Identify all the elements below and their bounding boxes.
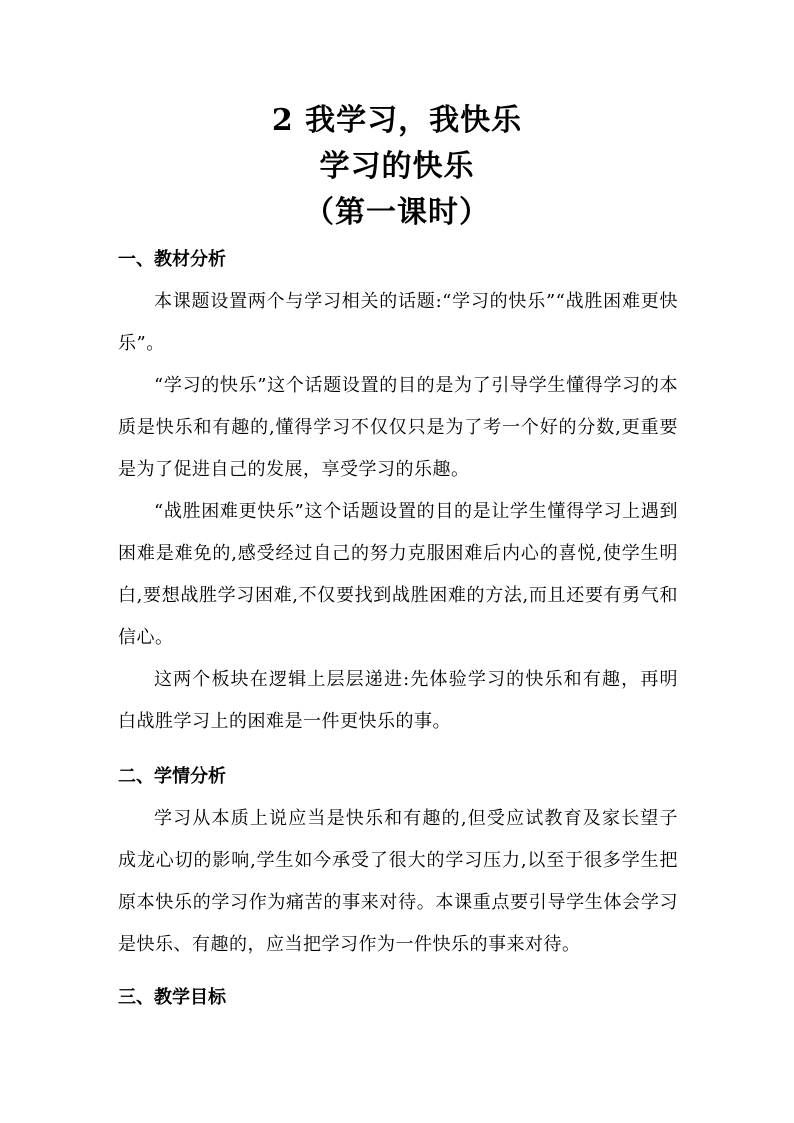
lesson-period: （第一课时） — [304, 195, 490, 230]
paragraph-learning-joy: “学习的快乐”这个话题设置的目的是为了引导学生懂得学习的本质是快乐和有趣的,懂得学习不仅仅只是为了考一个好的分数,更重要是为了促进自己的发展，享受学习的乐趣。 — [118, 375, 678, 480]
section-heading-teaching-goals: 三、教学目标 — [118, 987, 226, 1008]
paragraph-student-situation: 学习从本质上说应当是快乐和有趣的,但受应试教育及家长望子成龙心切的影响,学生如今承受了很大的学习压力,以至于很多学生把原本快乐的学习作为痛苦的事来对待。本课重点要引导学生体会学习是快乐、有趣的，应当把学习作为一件快乐的事来对待。 — [118, 808, 678, 955]
title-block — [0, 98, 794, 236]
section-heading-student-analysis: 二、学情分析 — [118, 766, 226, 787]
lesson-title: 2 我学习，我快乐 — [271, 103, 523, 138]
lesson-subtitle: 学习的快乐 — [319, 149, 475, 184]
paragraph-overcome-difficulty: “战胜困难更快乐”这个话题设置的目的是让学生懂得学习上遇到困难是难免的,感受经过自己的努力克服困难后内心的喜悦,使学生明白,要想战胜学习困难,不仅要找到战胜困难的方法,而且还要有勇气和信心。 — [118, 501, 678, 648]
paragraph-topics: 本课题设置两个与学习相关的话题:“学习的快乐”“战胜困难更快乐”。 — [118, 291, 678, 354]
paragraph-progression: 这两个板块在逻辑上层层递进:先体验学习的快乐和有趣，再明白战胜学习上的困难是一件更快乐的事。 — [118, 669, 678, 732]
section-heading-textbook-analysis: 一、教材分析 — [118, 249, 226, 270]
